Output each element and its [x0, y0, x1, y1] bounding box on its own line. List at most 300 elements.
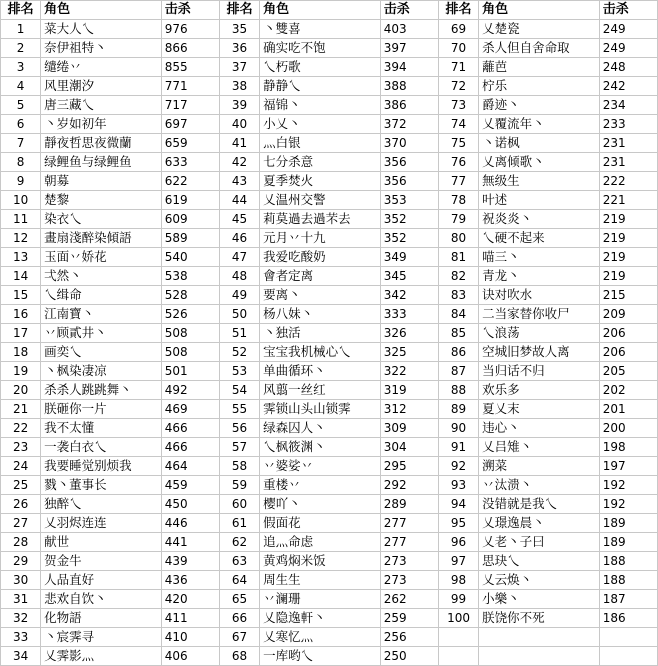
- table-row: [1, 172, 658, 191]
- rank-cell: 65: [219, 590, 259, 609]
- rank-cell: 17: [1, 324, 41, 343]
- table-row: [1, 552, 658, 571]
- rank-cell: 78: [438, 191, 478, 210]
- rank-cell: 77: [438, 172, 478, 191]
- name-cell: 周生生: [260, 571, 381, 590]
- table-row: [1, 77, 658, 96]
- kills-cell: 492: [161, 381, 219, 400]
- table-row: [1, 571, 658, 590]
- kills-cell: 540: [161, 248, 219, 267]
- kills-cell: 386: [380, 96, 438, 115]
- name-cell: 奈伊祖特丶: [41, 39, 162, 58]
- kills-cell: 855: [161, 58, 219, 77]
- kills-cell: 234: [599, 96, 657, 115]
- table-row: [1, 419, 658, 438]
- kills-cell: 349: [380, 248, 438, 267]
- table-row: [1, 438, 658, 457]
- name-cell: 小樂丶: [479, 590, 600, 609]
- rank-cell: 21: [1, 400, 41, 419]
- rank-cell: 14: [1, 267, 41, 286]
- table-row: [1, 400, 658, 419]
- rank-cell: 97: [438, 552, 478, 571]
- rank-cell: 99: [438, 590, 478, 609]
- name-cell: 献世: [41, 533, 162, 552]
- kills-cell: 215: [599, 286, 657, 305]
- kills-cell: 464: [161, 457, 219, 476]
- kills-cell: 633: [161, 153, 219, 172]
- kills-header: 击杀: [599, 1, 657, 20]
- rank-cell: 13: [1, 248, 41, 267]
- rank-cell: 31: [1, 590, 41, 609]
- kills-cell: 189: [599, 533, 657, 552]
- name-cell: 七分杀意: [260, 153, 381, 172]
- name-cell: 爵迹丶: [479, 96, 600, 115]
- rank-cell: 9: [1, 172, 41, 191]
- name-cell: 唐三藏乀: [41, 96, 162, 115]
- rank-cell: 85: [438, 324, 478, 343]
- kills-cell: 609: [161, 210, 219, 229]
- kills-cell: 406: [161, 647, 219, 666]
- kills-cell: 342: [380, 286, 438, 305]
- name-cell: 乂温州交警: [260, 191, 381, 210]
- rank-cell: 58: [219, 457, 259, 476]
- rank-cell: 86: [438, 343, 478, 362]
- rank-cell: 91: [438, 438, 478, 457]
- table-row: [1, 533, 658, 552]
- rank-header: 排名: [219, 1, 259, 20]
- table-row: [1, 343, 658, 362]
- name-cell: 弌然丶: [41, 267, 162, 286]
- kills-cell: 259: [380, 609, 438, 628]
- kills-cell: 242: [599, 77, 657, 96]
- rank-cell: 79: [438, 210, 478, 229]
- name-cell: 莉莫過去過芣去: [260, 210, 381, 229]
- name-cell: 元月丷十九: [260, 229, 381, 248]
- table-row: [1, 39, 658, 58]
- table-row: [1, 267, 658, 286]
- kills-cell: 256: [380, 628, 438, 647]
- kills-cell: 528: [161, 286, 219, 305]
- rank-cell: 40: [219, 115, 259, 134]
- name-cell: 朕饶你不死: [479, 609, 600, 628]
- name-cell: 夏季焚火: [260, 172, 381, 191]
- kills-cell: 209: [599, 305, 657, 324]
- kills-cell: 501: [161, 362, 219, 381]
- kills-cell: 295: [380, 457, 438, 476]
- rank-cell: 22: [1, 419, 41, 438]
- kills-cell: 622: [161, 172, 219, 191]
- table-row: [1, 286, 658, 305]
- kills-cell: 187: [599, 590, 657, 609]
- rank-cell: 27: [1, 514, 41, 533]
- kills-cell: 250: [380, 647, 438, 666]
- kills-cell: 659: [161, 134, 219, 153]
- kills-cell: 312: [380, 400, 438, 419]
- rank-cell: 57: [219, 438, 259, 457]
- kills-cell: 866: [161, 39, 219, 58]
- kills-cell: 273: [380, 552, 438, 571]
- rank-cell: 89: [438, 400, 478, 419]
- name-cell: 乂吕雉丶: [479, 438, 600, 457]
- rank-cell: 82: [438, 267, 478, 286]
- name-cell: 一袭白衣乀: [41, 438, 162, 457]
- name-cell: 杨八妹丶: [260, 305, 381, 324]
- name-cell: 没错就是我乀: [479, 495, 600, 514]
- rank-cell: 4: [1, 77, 41, 96]
- kills-cell: 219: [599, 248, 657, 267]
- name-cell: 乂霁影灬: [41, 647, 162, 666]
- kills-cell: 188: [599, 571, 657, 590]
- table-row: [1, 457, 658, 476]
- name-cell: 丷澜珊: [260, 590, 381, 609]
- rank-cell: 59: [219, 476, 259, 495]
- table-row: [1, 58, 658, 77]
- rank-cell: 69: [438, 20, 478, 39]
- kills-cell: 356: [380, 172, 438, 191]
- kills-cell: 388: [380, 77, 438, 96]
- kills-cell: 403: [380, 20, 438, 39]
- kills-cell: 198: [599, 438, 657, 457]
- kills-header: 击杀: [161, 1, 219, 20]
- name-cell: 青龙丶: [479, 267, 600, 286]
- name-cell: 乀浪荡: [479, 324, 600, 343]
- kills-cell: 589: [161, 229, 219, 248]
- name-cell: 乂寒忆灬: [260, 628, 381, 647]
- rank-cell: 60: [219, 495, 259, 514]
- kills-cell: 192: [599, 495, 657, 514]
- kills-cell: 345: [380, 267, 438, 286]
- kills-cell: 459: [161, 476, 219, 495]
- name-header: 角色: [260, 1, 381, 20]
- kills-cell: 319: [380, 381, 438, 400]
- kills-cell: 233: [599, 115, 657, 134]
- kills-cell: 188: [599, 552, 657, 571]
- rank-cell: 100: [438, 609, 478, 628]
- rank-cell: 80: [438, 229, 478, 248]
- kills-cell: 186: [599, 609, 657, 628]
- rank-cell: 44: [219, 191, 259, 210]
- name-cell: 绿鲤鱼与绿鲤鱼: [41, 153, 162, 172]
- name-cell: 乂云焕丶: [479, 571, 600, 590]
- rank-cell: 24: [1, 457, 41, 476]
- kills-cell: 446: [161, 514, 219, 533]
- name-cell: 黄鸡焖米饭: [260, 552, 381, 571]
- kills-cell: 508: [161, 324, 219, 343]
- rank-cell: 8: [1, 153, 41, 172]
- rank-cell: 3: [1, 58, 41, 77]
- name-cell: 夏乂末: [479, 400, 600, 419]
- kills-cell: 441: [161, 533, 219, 552]
- name-cell: 丶雙喜: [260, 20, 381, 39]
- kills-cell: 372: [380, 115, 438, 134]
- name-cell: 乂羽烬连连: [41, 514, 162, 533]
- rank-cell: 41: [219, 134, 259, 153]
- kills-cell: 219: [599, 267, 657, 286]
- name-cell: 贺金牛: [41, 552, 162, 571]
- table-row: [1, 362, 658, 381]
- rank-cell: 16: [1, 305, 41, 324]
- name-cell: 叶述: [479, 191, 600, 210]
- name-cell: 空城旧梦故人离: [479, 343, 600, 362]
- name-cell: [479, 628, 600, 647]
- name-cell: 追灬命虑: [260, 533, 381, 552]
- rank-cell: [438, 628, 478, 647]
- rank-cell: 87: [438, 362, 478, 381]
- kills-cell: 249: [599, 39, 657, 58]
- name-cell: 画奕乀: [41, 343, 162, 362]
- kills-cell: 221: [599, 191, 657, 210]
- header-row: [1, 1, 658, 20]
- rank-cell: 11: [1, 210, 41, 229]
- kills-cell: 410: [161, 628, 219, 647]
- kills-cell: 219: [599, 229, 657, 248]
- rank-cell: 48: [219, 267, 259, 286]
- rank-cell: 70: [438, 39, 478, 58]
- name-cell: 欢乐多: [479, 381, 600, 400]
- name-cell: 丶枫染凄凉: [41, 362, 162, 381]
- kills-cell: 538: [161, 267, 219, 286]
- name-cell: 乀硬不起来: [479, 229, 600, 248]
- name-cell: 杀人但自舍命取: [479, 39, 600, 58]
- kills-cell: 277: [380, 533, 438, 552]
- name-cell: 要离丶: [260, 286, 381, 305]
- table-row: [1, 191, 658, 210]
- kills-cell: 352: [380, 229, 438, 248]
- rank-cell: 76: [438, 153, 478, 172]
- name-cell: 溯菜: [479, 457, 600, 476]
- kills-cell: 771: [161, 77, 219, 96]
- name-cell: 乀朽歌: [260, 58, 381, 77]
- name-cell: 朕砸你一片: [41, 400, 162, 419]
- rank-cell: 42: [219, 153, 259, 172]
- name-cell: 無级生: [479, 172, 600, 191]
- name-cell: 悲欢自饮丶: [41, 590, 162, 609]
- kills-cell: 219: [599, 210, 657, 229]
- rank-cell: 84: [438, 305, 478, 324]
- kills-cell: 202: [599, 381, 657, 400]
- rank-cell: 93: [438, 476, 478, 495]
- table-row: [1, 514, 658, 533]
- name-cell: 玉面丷娇花: [41, 248, 162, 267]
- name-cell: 我爱吃酸奶: [260, 248, 381, 267]
- kills-cell: 197: [599, 457, 657, 476]
- rank-cell: 2: [1, 39, 41, 58]
- name-cell: 一库哟乀: [260, 647, 381, 666]
- rank-cell: 15: [1, 286, 41, 305]
- rank-header: 排名: [1, 1, 41, 20]
- rank-cell: 30: [1, 571, 41, 590]
- rank-cell: 62: [219, 533, 259, 552]
- name-cell: 丶岁如初年: [41, 115, 162, 134]
- rank-cell: 20: [1, 381, 41, 400]
- name-cell: 乂老丶子曰: [479, 533, 600, 552]
- rank-cell: 52: [219, 343, 259, 362]
- rank-cell: 73: [438, 96, 478, 115]
- name-cell: 灬白银: [260, 134, 381, 153]
- name-cell: 乂楚瓷: [479, 20, 600, 39]
- kills-cell: 353: [380, 191, 438, 210]
- rank-cell: 32: [1, 609, 41, 628]
- kills-cell: 262: [380, 590, 438, 609]
- kills-cell: 466: [161, 438, 219, 457]
- name-cell: 我不太懂: [41, 419, 162, 438]
- rank-cell: 90: [438, 419, 478, 438]
- rank-cell: 25: [1, 476, 41, 495]
- rank-cell: 63: [219, 552, 259, 571]
- name-cell: 静静乀: [260, 77, 381, 96]
- rank-cell: 49: [219, 286, 259, 305]
- name-cell: 单曲循环丶: [260, 362, 381, 381]
- rank-cell: 71: [438, 58, 478, 77]
- rank-header: 排名: [438, 1, 478, 20]
- kills-cell: 466: [161, 419, 219, 438]
- kills-cell: 200: [599, 419, 657, 438]
- rank-cell: 83: [438, 286, 478, 305]
- name-header: 角色: [479, 1, 600, 20]
- name-cell: 蘺芭: [479, 58, 600, 77]
- rank-cell: 39: [219, 96, 259, 115]
- rank-cell: 47: [219, 248, 259, 267]
- name-cell: 绿森囚人丶: [260, 419, 381, 438]
- name-cell: 江南寶丶: [41, 305, 162, 324]
- rank-cell: 64: [219, 571, 259, 590]
- rank-cell: 56: [219, 419, 259, 438]
- rank-cell: 53: [219, 362, 259, 381]
- name-cell: 丶独活: [260, 324, 381, 343]
- name-cell: 霁锁山头山锁霁: [260, 400, 381, 419]
- kills-cell: 206: [599, 324, 657, 343]
- rank-cell: 34: [1, 647, 41, 666]
- name-cell: 丶诺枫: [479, 134, 600, 153]
- table-row: [1, 248, 658, 267]
- kills-cell: 292: [380, 476, 438, 495]
- rank-cell: 28: [1, 533, 41, 552]
- name-cell: 人品直好: [41, 571, 162, 590]
- name-cell: 缱绻丷: [41, 58, 162, 77]
- table-row: [1, 96, 658, 115]
- rank-cell: 5: [1, 96, 41, 115]
- rank-cell: 94: [438, 495, 478, 514]
- kills-cell: 289: [380, 495, 438, 514]
- kills-cell: 436: [161, 571, 219, 590]
- table-row: [1, 153, 658, 172]
- rank-cell: 72: [438, 77, 478, 96]
- rank-cell: 51: [219, 324, 259, 343]
- kills-cell: 206: [599, 343, 657, 362]
- table-row: [1, 134, 658, 153]
- kills-cell: 397: [380, 39, 438, 58]
- rank-cell: 36: [219, 39, 259, 58]
- kills-cell: 717: [161, 96, 219, 115]
- rank-cell: 10: [1, 191, 41, 210]
- rank-cell: 33: [1, 628, 41, 647]
- kills-cell: 411: [161, 609, 219, 628]
- name-cell: 小乂丶: [260, 115, 381, 134]
- rank-cell: [438, 647, 478, 666]
- name-cell: [479, 647, 600, 666]
- name-cell: 戮丶董事长: [41, 476, 162, 495]
- name-cell: 宝宝我机械心乀: [260, 343, 381, 362]
- rank-cell: 50: [219, 305, 259, 324]
- rank-cell: 81: [438, 248, 478, 267]
- table-row: [1, 305, 658, 324]
- rank-cell: 38: [219, 77, 259, 96]
- kills-cell: 248: [599, 58, 657, 77]
- name-cell: 畫扇淺醉染傾語: [41, 229, 162, 248]
- rank-cell: 68: [219, 647, 259, 666]
- name-cell: 菜大人乀: [41, 20, 162, 39]
- kills-cell: 352: [380, 210, 438, 229]
- rank-cell: 67: [219, 628, 259, 647]
- kills-cell: 273: [380, 571, 438, 590]
- name-cell: 乂璟逸晨丶: [479, 514, 600, 533]
- rank-cell: 45: [219, 210, 259, 229]
- kills-cell: 201: [599, 400, 657, 419]
- name-cell: 诀对吹水: [479, 286, 600, 305]
- kills-cell: 222: [599, 172, 657, 191]
- name-cell: 靜夜哲思夜微蘭: [41, 134, 162, 153]
- name-cell: 乀枫筱渊丶: [260, 438, 381, 457]
- name-cell: 我要睡觉别烦我: [41, 457, 162, 476]
- table-row: [1, 229, 658, 248]
- kills-cell: 420: [161, 590, 219, 609]
- rank-cell: 55: [219, 400, 259, 419]
- name-cell: 會者定离: [260, 267, 381, 286]
- rank-cell: 1: [1, 20, 41, 39]
- table-row: [1, 381, 658, 400]
- table-row: [1, 115, 658, 134]
- kills-cell: 469: [161, 400, 219, 419]
- kills-cell: 394: [380, 58, 438, 77]
- kills-cell: [599, 647, 657, 666]
- name-cell: 樱吖丶: [260, 495, 381, 514]
- name-cell: 乂离倾歌丶: [479, 153, 600, 172]
- name-cell: 假面花: [260, 514, 381, 533]
- name-cell: 丶宸霁寻: [41, 628, 162, 647]
- rank-cell: 43: [219, 172, 259, 191]
- rank-cell: 18: [1, 343, 41, 362]
- name-cell: 独醉乀: [41, 495, 162, 514]
- table-row: [1, 628, 658, 647]
- rank-cell: 37: [219, 58, 259, 77]
- rank-cell: 6: [1, 115, 41, 134]
- kills-cell: 508: [161, 343, 219, 362]
- name-cell: 乀缉命: [41, 286, 162, 305]
- kills-cell: [599, 628, 657, 647]
- name-cell: 重楼丷: [260, 476, 381, 495]
- kills-cell: 526: [161, 305, 219, 324]
- rank-cell: 26: [1, 495, 41, 514]
- kills-cell: 304: [380, 438, 438, 457]
- rank-cell: 12: [1, 229, 41, 248]
- kills-header: 击杀: [380, 1, 438, 20]
- name-cell: 当归话不归: [479, 362, 600, 381]
- rank-cell: 61: [219, 514, 259, 533]
- name-cell: 杀杀人跳跳舞丶: [41, 381, 162, 400]
- rank-cell: 66: [219, 609, 259, 628]
- rank-cell: 7: [1, 134, 41, 153]
- kills-cell: 439: [161, 552, 219, 571]
- kills-cell: 277: [380, 514, 438, 533]
- name-cell: 违心丶: [479, 419, 600, 438]
- kills-cell: 189: [599, 514, 657, 533]
- rank-cell: 96: [438, 533, 478, 552]
- kills-cell: 976: [161, 20, 219, 39]
- kills-cell: 322: [380, 362, 438, 381]
- kills-cell: 356: [380, 153, 438, 172]
- kills-cell: 249: [599, 20, 657, 39]
- name-cell: 确实吃不饱: [260, 39, 381, 58]
